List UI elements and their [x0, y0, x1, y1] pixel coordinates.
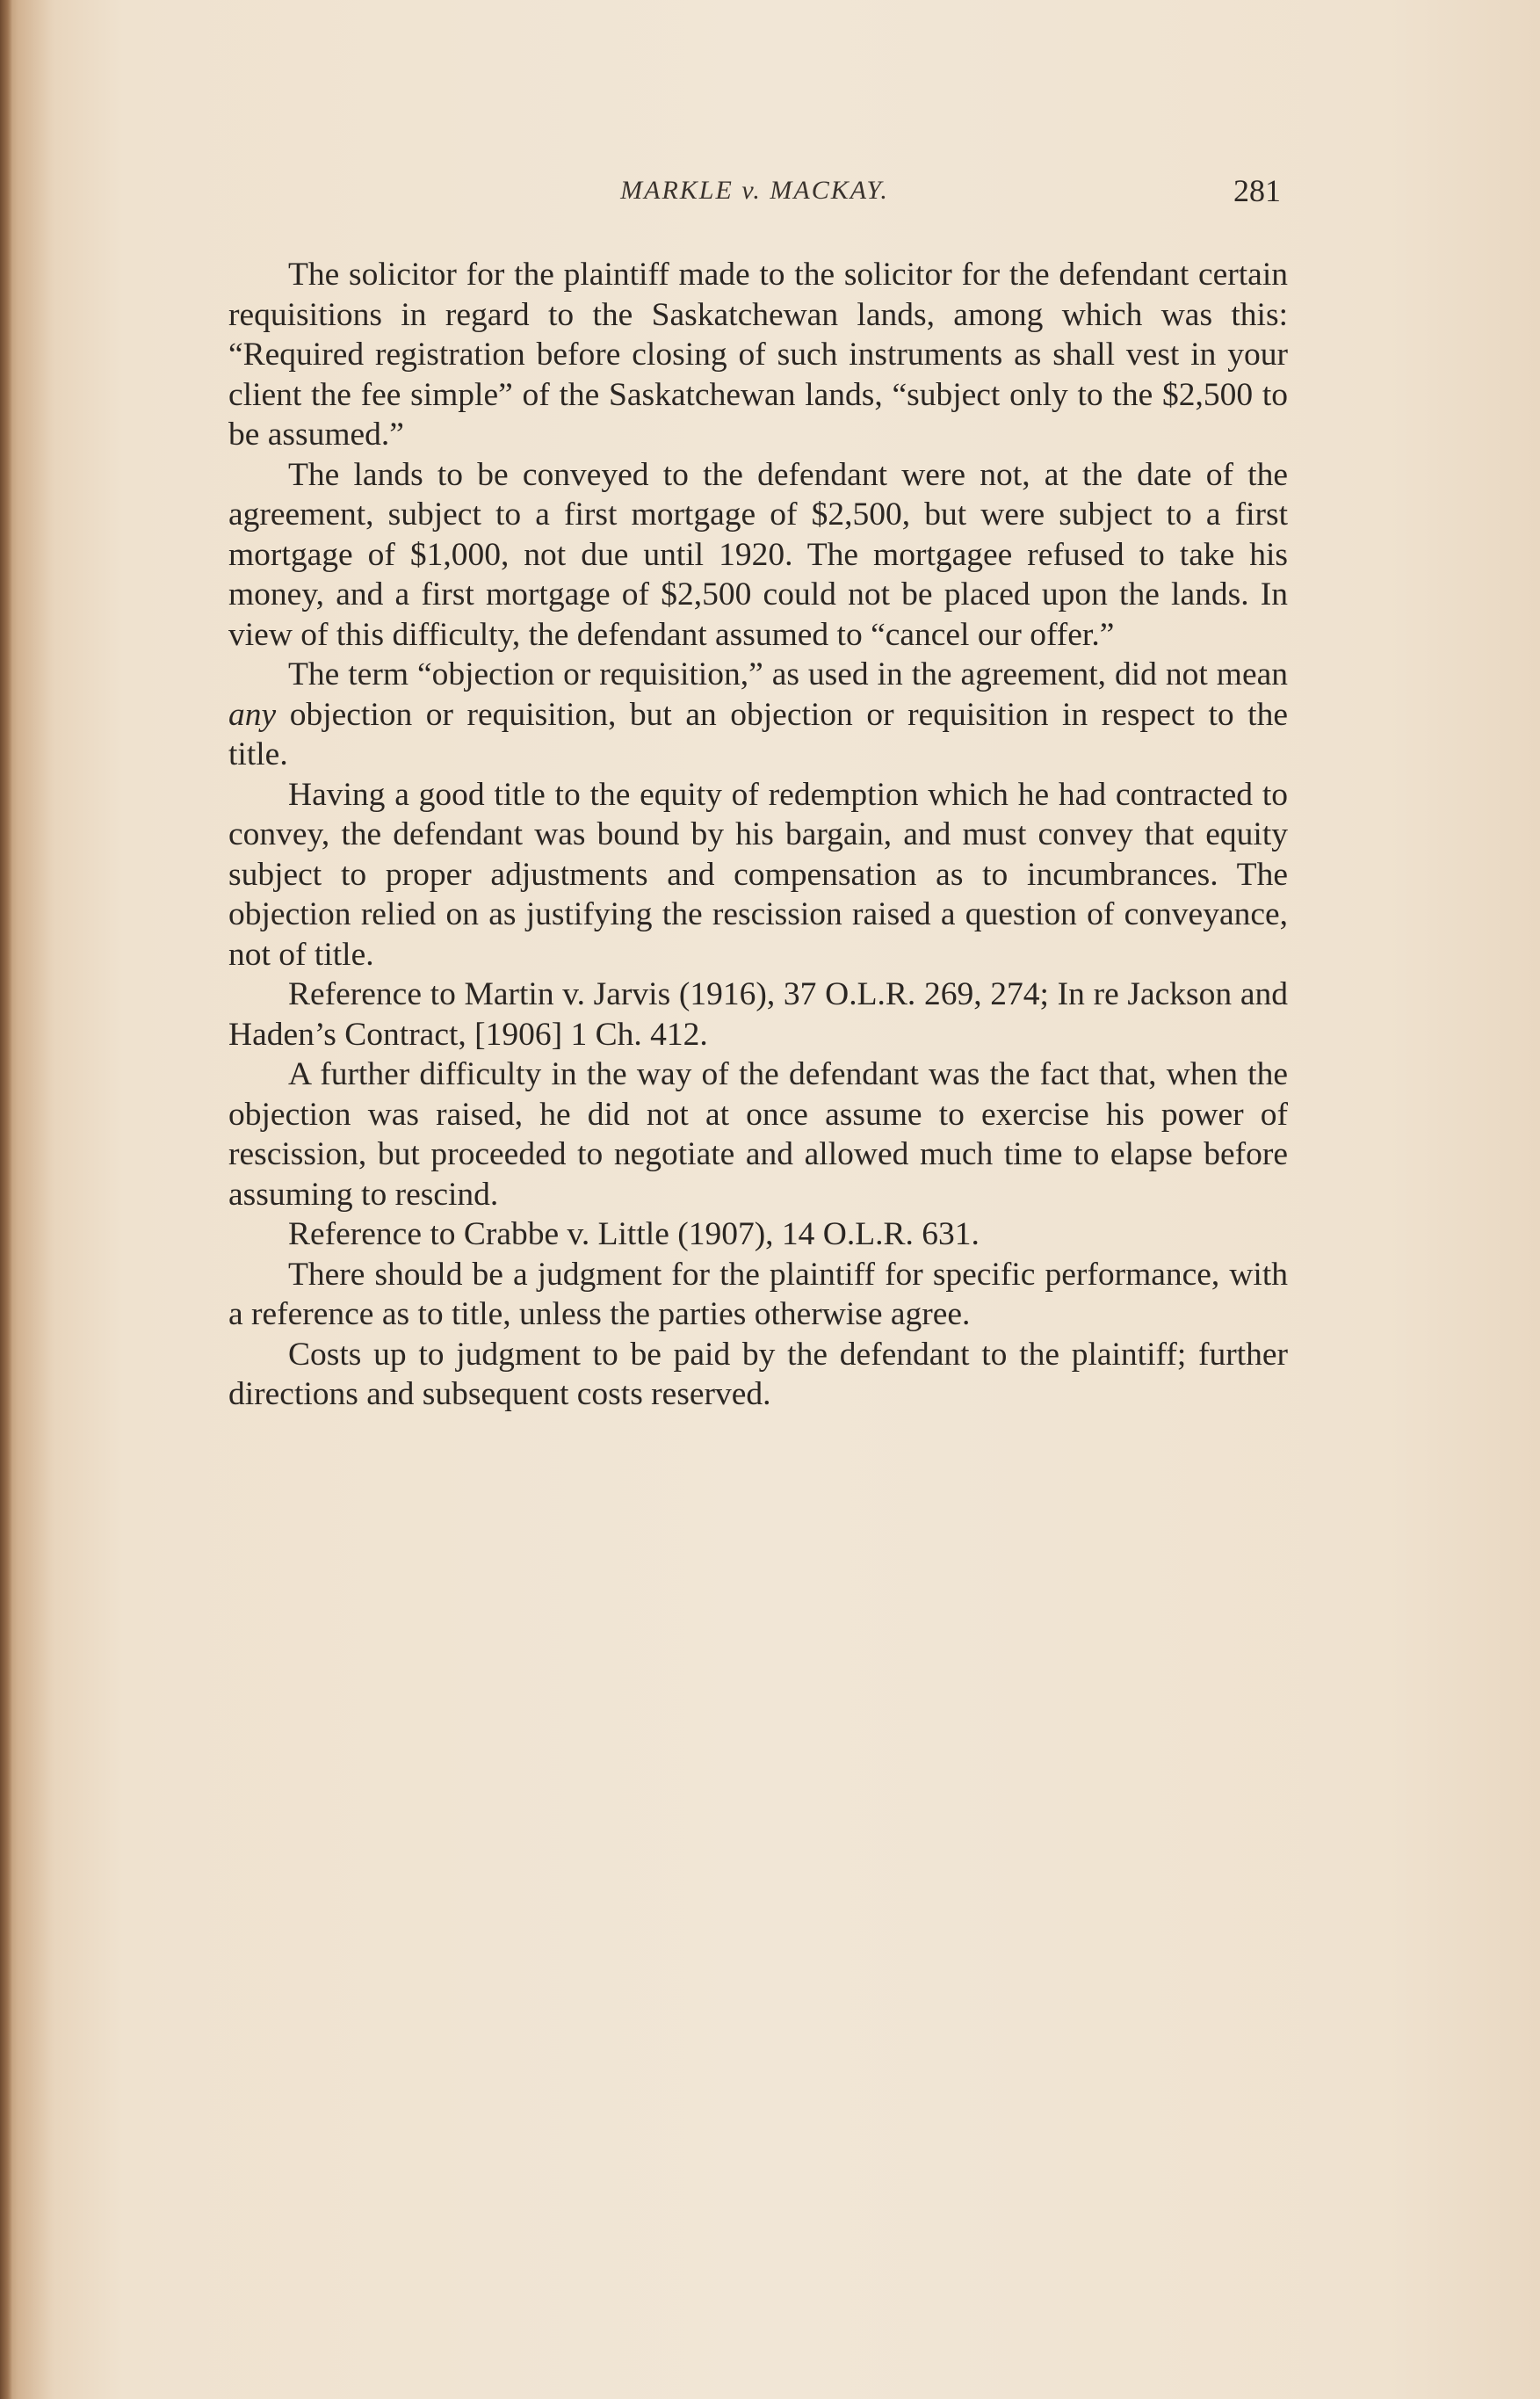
paragraph-costs: Costs up to judgment to be paid by the defendant to the plaintiff; further directions and subsequent costs reserved. — [228, 1336, 1288, 1412]
paragraph-mortgage: The lands to be conveyed to the defendant were not, at the date of the agreement, subject to a first mortgage of $2,500, but were subject to a first mortgage of $1,000, not due until 1920. The mortgagee refused to take his money, and a first mortgage of $2,500 could not be placed upon the lands. In view of this difficulty, the defendant assumed to “cancel our offer.” — [228, 456, 1288, 653]
page-spine-shadow — [0, 0, 12, 2399]
running-title: MARKLE v. MACKAY. — [620, 176, 889, 205]
emphasis-any: any — [228, 696, 277, 733]
paragraph-reference-crabbe: Reference to Crabbe v. Little (1907), 14 O.L.R. 631. — [288, 1216, 980, 1252]
page-number: 281 — [1233, 173, 1281, 208]
page-header — [228, 172, 1281, 211]
paragraph-objection-term: The term “objection or requisition,” as used in the agreement, did not mean any objection or requisition, but an objection or requisition in respect to the title. — [228, 656, 1288, 772]
paragraph-further-difficulty: A further difficulty in the way of the defendant was the fact that, when the objection was raised, he did not at once assume to exercise his power of rescission, but proceeded to negotiate and allowed much time to elapse before assuming to rescind. — [228, 1056, 1288, 1213]
paragraph-good-title: Having a good title to the equity of redemption which he had contracted to convey, the defendant was bound by his bargain, and must convey that equity subject to proper adjustments and compensation as to incumbrances. The objection relied on as justifying the rescission raised a question of conveyance, not of title. — [228, 776, 1288, 973]
paragraph-requisitions: The solicitor for the plaintiff made to the solicitor for the defendant certain requisitions in regard to the Saskatchewan lands, among which was this: “Required registration before closing of such instruments as shall vest in your client the fee simple” of the Saskatchewan lands, “subject only to the $2,500 to be assumed.” — [228, 257, 1288, 453]
body-text — [228, 255, 1288, 1415]
paragraph-reference-martin: Reference to Martin v. Jarvis (1916), 37 O.L.R. 269, 274; In re Jackson and Haden’s Contract, [1906] 1 Ch. 412. — [228, 976, 1288, 1053]
paragraph-judgment: There should be a judgment for the plaintiff for specific performance, with a reference as to title, unless the parties otherwise agree. — [228, 1256, 1288, 1332]
